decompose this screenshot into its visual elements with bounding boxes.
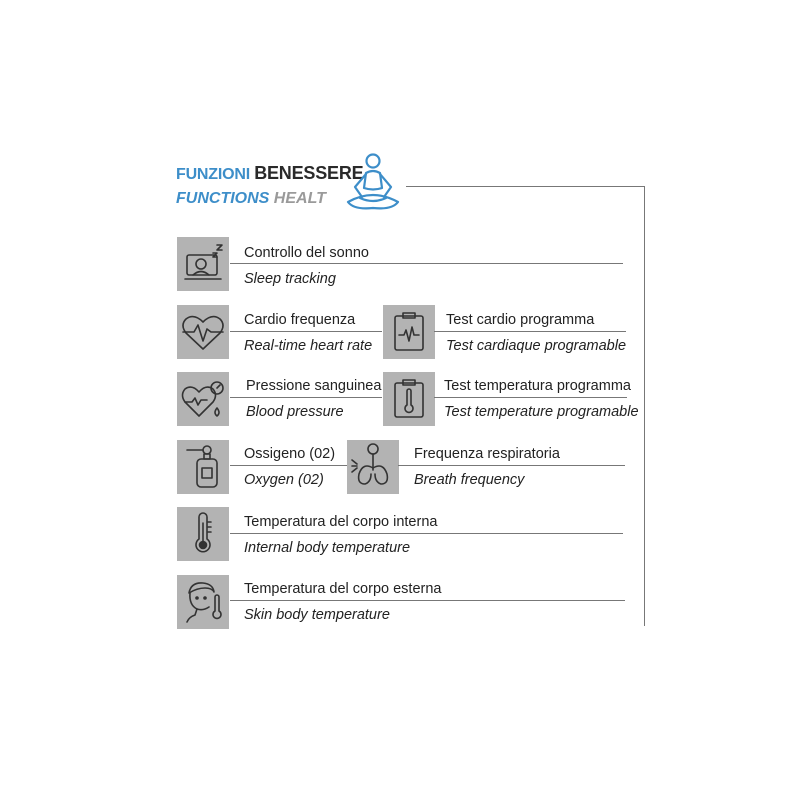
blood-pressure-icon — [177, 372, 229, 426]
heart-rate-icon — [177, 305, 229, 359]
feature-divider-breath — [398, 465, 625, 466]
feature-label-body-external: Temperatura del corpo esterna — [244, 581, 442, 597]
skin-temperature-icon — [177, 575, 229, 629]
meditation-icon — [342, 152, 404, 216]
feature-divider-cardio — [230, 331, 382, 332]
title-word-2: BENESSERE — [254, 163, 364, 183]
feature-sub-pressure: Blood pressure — [246, 404, 344, 420]
feature-divider-body-external — [230, 600, 625, 601]
feature-divider-temp-test — [434, 397, 627, 398]
thermometer-icon — [177, 507, 229, 561]
feature-divider-cardio-test — [434, 331, 626, 332]
thermometer-clipboard-icon — [383, 372, 435, 426]
feature-label-oxygen: Ossigeno (02) — [244, 446, 336, 462]
subtitle-word-2: HEALT — [273, 190, 326, 207]
title-word-1: FUNZIONI — [176, 166, 250, 183]
ecg-clipboard-icon — [383, 305, 435, 359]
feature-label-sleep: Controllo del sonno — [244, 245, 369, 261]
feature-sub-body-internal: Internal body temperature — [244, 540, 411, 556]
feature-sub-breath: Breath frequency — [414, 472, 525, 488]
feature-sub-cardio: Real-time heart rate — [244, 338, 373, 354]
feature-divider-body-internal — [230, 533, 623, 534]
feature-sub-temp-test: Test temperature programable — [444, 404, 639, 420]
feature-label-temp-test: Test temperatura programma — [444, 378, 631, 394]
feature-divider-pressure — [230, 397, 382, 398]
section-subtitle — [176, 190, 326, 208]
feature-divider-sleep — [230, 263, 623, 264]
feature-label-pressure: Pressione sanguinea — [246, 378, 382, 394]
feature-sub-body-external: Skin body temperature — [244, 607, 390, 623]
right-rule — [644, 186, 645, 626]
section-title — [176, 163, 363, 184]
feature-label-breath: Frequenza respiratoria — [414, 446, 560, 462]
feature-label-body-internal: Temperatura del corpo interna — [244, 514, 438, 530]
sleep-icon — [177, 237, 229, 291]
feature-label-cardio: Cardio frequenza — [244, 312, 356, 328]
feature-label-cardio-test: Test cardio programma — [446, 312, 595, 328]
feature-sub-cardio-test: Test cardiaque programable — [446, 338, 627, 354]
feature-sub-oxygen: Oxygen (02) — [244, 472, 324, 488]
lungs-icon — [347, 440, 399, 494]
oxygen-tank-icon — [177, 440, 229, 494]
feature-divider-oxygen — [230, 465, 347, 466]
header-rule — [406, 186, 645, 187]
subtitle-word-1: FUNCTIONS — [176, 190, 270, 207]
feature-sub-sleep: Sleep tracking — [244, 271, 336, 287]
